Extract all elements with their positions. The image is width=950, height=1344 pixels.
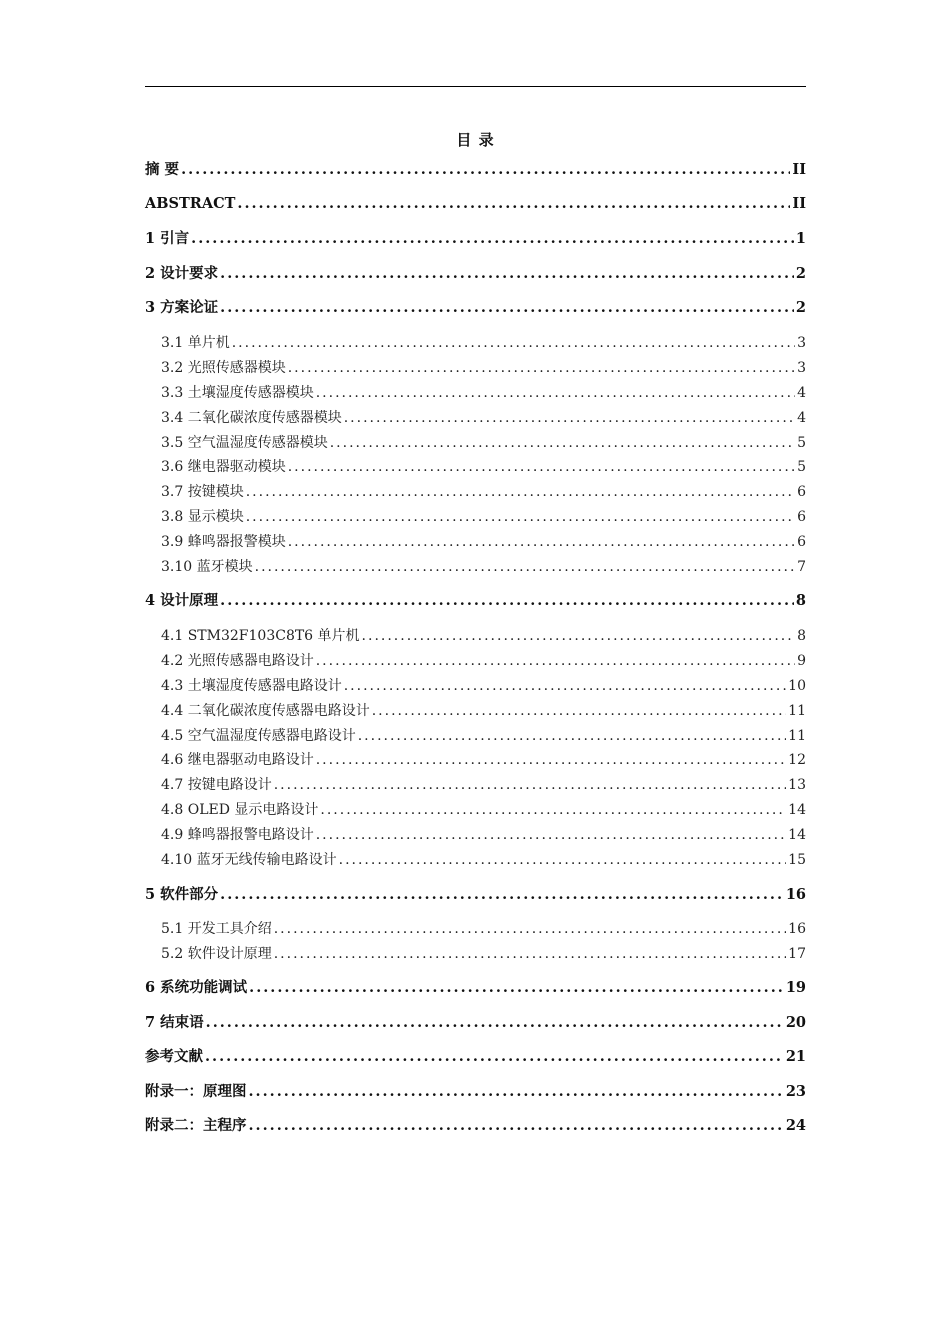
toc-entry-label: 4.10 蓝牙无线传输电路设计 [161,852,337,868]
toc-entry[interactable] [161,531,806,553]
toc-entry-page: 14 [788,827,806,843]
toc-entry[interactable] [161,774,806,796]
toc-entry[interactable] [161,332,806,354]
toc-entry[interactable] [161,556,806,578]
toc-entry-label: 3 方案论证 [145,299,219,316]
toc-entry[interactable] [145,263,806,285]
toc-entry-leader [181,159,790,181]
toc-entry-leader [220,590,794,612]
toc-entry-label: 4.7 按键电路设计 [161,777,272,793]
toc-entry-page: 9 [797,653,806,669]
toc-entry[interactable] [145,228,806,250]
toc-entry-label: 3.9 蜂鸣器报警模块 [161,534,286,550]
toc-entry-label: 3.5 空气温湿度传感器模块 [161,435,328,451]
toc-entry-label: 4.5 空气温湿度传感器电路设计 [161,728,356,744]
toc-entry[interactable] [161,700,806,722]
toc-entry-leader [344,675,786,697]
toc-entry-label: 3.1 单片机 [161,335,230,351]
toc-entry-page: 2 [795,265,806,282]
toc-entry-leader [330,432,795,454]
toc-entry-page: 3 [797,335,806,351]
toc-entry-leader [316,824,786,846]
toc-entry[interactable] [161,625,806,647]
toc-entry-label: 3.7 按键模块 [161,484,244,500]
toc-entry-label: ABSTRACT [145,195,236,212]
toc-entry-label: 1 引言 [145,230,190,247]
toc-entry-leader [358,725,786,747]
toc-entry-page: II [792,161,806,178]
toc-entry[interactable] [145,297,806,319]
toc-entry-leader [288,357,795,379]
toc-entry-leader [220,263,794,285]
header-rule [145,86,806,87]
toc-entry-label: 4.9 蜂鸣器报警电路设计 [161,827,314,843]
toc-entry[interactable] [145,193,806,215]
toc-entry[interactable] [161,456,806,478]
toc-entry-label: 4.1 STM32F103C8T6 单片机 [161,628,360,644]
toc-entry-leader [274,918,786,940]
toc-entry-leader [274,943,786,965]
toc-entry-leader [237,193,790,215]
toc-entry-leader [249,977,784,999]
toc-entry-label: 7 结束语 [145,1014,204,1031]
toc-entry[interactable] [161,481,806,503]
toc-entry[interactable] [161,407,806,429]
toc-entry-leader [288,531,795,553]
toc-entry[interactable] [161,357,806,379]
toc-entry-page: 24 [785,1117,806,1134]
toc-entry-label: 3.10 蓝牙模块 [161,559,253,575]
toc-entry-label: 6 系统功能调试 [145,979,248,996]
toc-title: 目 录 [456,131,495,149]
toc-entry[interactable] [161,675,806,697]
toc-entry-page: 11 [788,728,806,744]
toc-entry[interactable] [161,650,806,672]
toc-entry-leader [191,228,794,250]
toc-entry[interactable] [161,799,806,821]
toc-entry[interactable] [161,725,806,747]
toc-entry-leader [249,1115,784,1137]
toc-entry-page: 13 [788,777,806,793]
toc-entry-leader [274,774,786,796]
toc-entry[interactable] [161,432,806,454]
toc-entry[interactable] [161,382,806,404]
toc-entry-leader [316,749,786,771]
toc-entry-leader [316,382,795,404]
toc-entry-leader [372,700,786,722]
toc-entry[interactable] [145,1012,806,1034]
toc-entry-page: 8 [797,628,806,644]
toc-entry-leader [362,625,796,647]
toc-entry-label: 4.6 继电器驱动电路设计 [161,752,314,768]
toc-entry-page: 17 [788,946,806,962]
toc-entry-label: 4.2 光照传感器电路设计 [161,653,314,669]
toc-entry-leader [316,650,795,672]
toc-entry-page: 21 [785,1048,806,1065]
toc-entry-page: 11 [788,703,806,719]
toc-entry[interactable] [145,1081,806,1103]
toc-entry-label: 3.3 土壤湿度传感器模块 [161,385,314,401]
toc-entry-page: 4 [797,410,806,426]
toc-entry-page: 5 [797,435,806,451]
toc-entry-label: 3.8 显示模块 [161,509,244,525]
toc-entry-label: 参考文献 [145,1048,203,1065]
toc-entry-leader [255,556,795,578]
toc-entry-label: 4 设计原理 [145,592,219,609]
toc-entry-leader [339,849,787,871]
toc-entry-label: 5.1 开发工具介绍 [161,921,272,937]
toc-entry-page: 20 [785,1014,806,1031]
toc-entry-page: 6 [797,484,806,500]
toc-entry-label: 3.6 继电器驱动模块 [161,459,286,475]
toc-entry-label: 附录二：主程序 [145,1117,247,1134]
toc-entry-leader [206,1012,784,1034]
toc-entry-leader [344,407,795,429]
toc-entry-page: 1 [795,230,806,247]
toc-entry-leader [232,332,795,354]
toc-entry-page: 6 [797,534,806,550]
toc-entry-leader [320,799,786,821]
toc-entry-page: 10 [788,678,806,694]
toc-entry-leader [220,884,784,906]
toc-entry-page: 6 [797,509,806,525]
toc-entry[interactable] [145,1046,806,1068]
toc-entry-leader [249,1081,784,1103]
toc-entry-page: 5 [797,459,806,475]
toc-entry-label: 4.4 二氧化碳浓度传感器电路设计 [161,703,370,719]
toc-entry-label: 5 软件部分 [145,886,219,903]
toc-entry-label: 4.3 土壤湿度传感器电路设计 [161,678,342,694]
toc-entry-page: II [792,195,806,212]
toc-entry[interactable] [145,590,806,612]
toc-entry[interactable] [145,977,806,999]
toc-entry-leader [246,506,795,528]
toc-entry-page: 14 [788,802,806,818]
toc-entry[interactable] [161,824,806,846]
toc-entry-leader [246,481,795,503]
toc-entry-label: 附录一：原理图 [145,1083,247,1100]
toc-entry-label: 3.4 二氧化碳浓度传感器模块 [161,410,342,426]
toc-entry-page: 2 [795,299,806,316]
toc-entry[interactable] [145,1115,806,1137]
toc-entry-page: 23 [785,1083,806,1100]
toc-entry[interactable] [161,849,806,871]
toc-entry-label: 4.8 OLED 显示电路设计 [161,802,319,818]
toc-entry-page: 19 [785,979,806,996]
toc-entry[interactable] [161,506,806,528]
toc-entry-label: 摘 要 [145,161,180,178]
toc-entry[interactable] [145,159,806,181]
toc-entry-page: 4 [797,385,806,401]
toc-entry-page: 16 [785,886,806,903]
toc-entry[interactable] [161,918,806,940]
toc-entry-page: 8 [795,592,806,609]
toc-entry-label: 5.2 软件设计原理 [161,946,272,962]
toc-entry-page: 3 [797,360,806,376]
toc-entry-page: 15 [788,852,806,868]
toc-entry[interactable] [161,943,806,965]
toc-entry[interactable] [161,749,806,771]
toc-entry-leader [220,297,794,319]
toc-entry-leader [288,456,795,478]
toc-entry-page: 16 [788,921,806,937]
toc-entry-label: 2 设计要求 [145,265,219,282]
toc-entry-page: 12 [788,752,806,768]
toc-entry[interactable] [145,884,806,906]
toc-entry-page: 7 [797,559,806,575]
toc-entry-label: 3.2 光照传感器模块 [161,360,286,376]
toc-entry-leader [205,1046,784,1068]
